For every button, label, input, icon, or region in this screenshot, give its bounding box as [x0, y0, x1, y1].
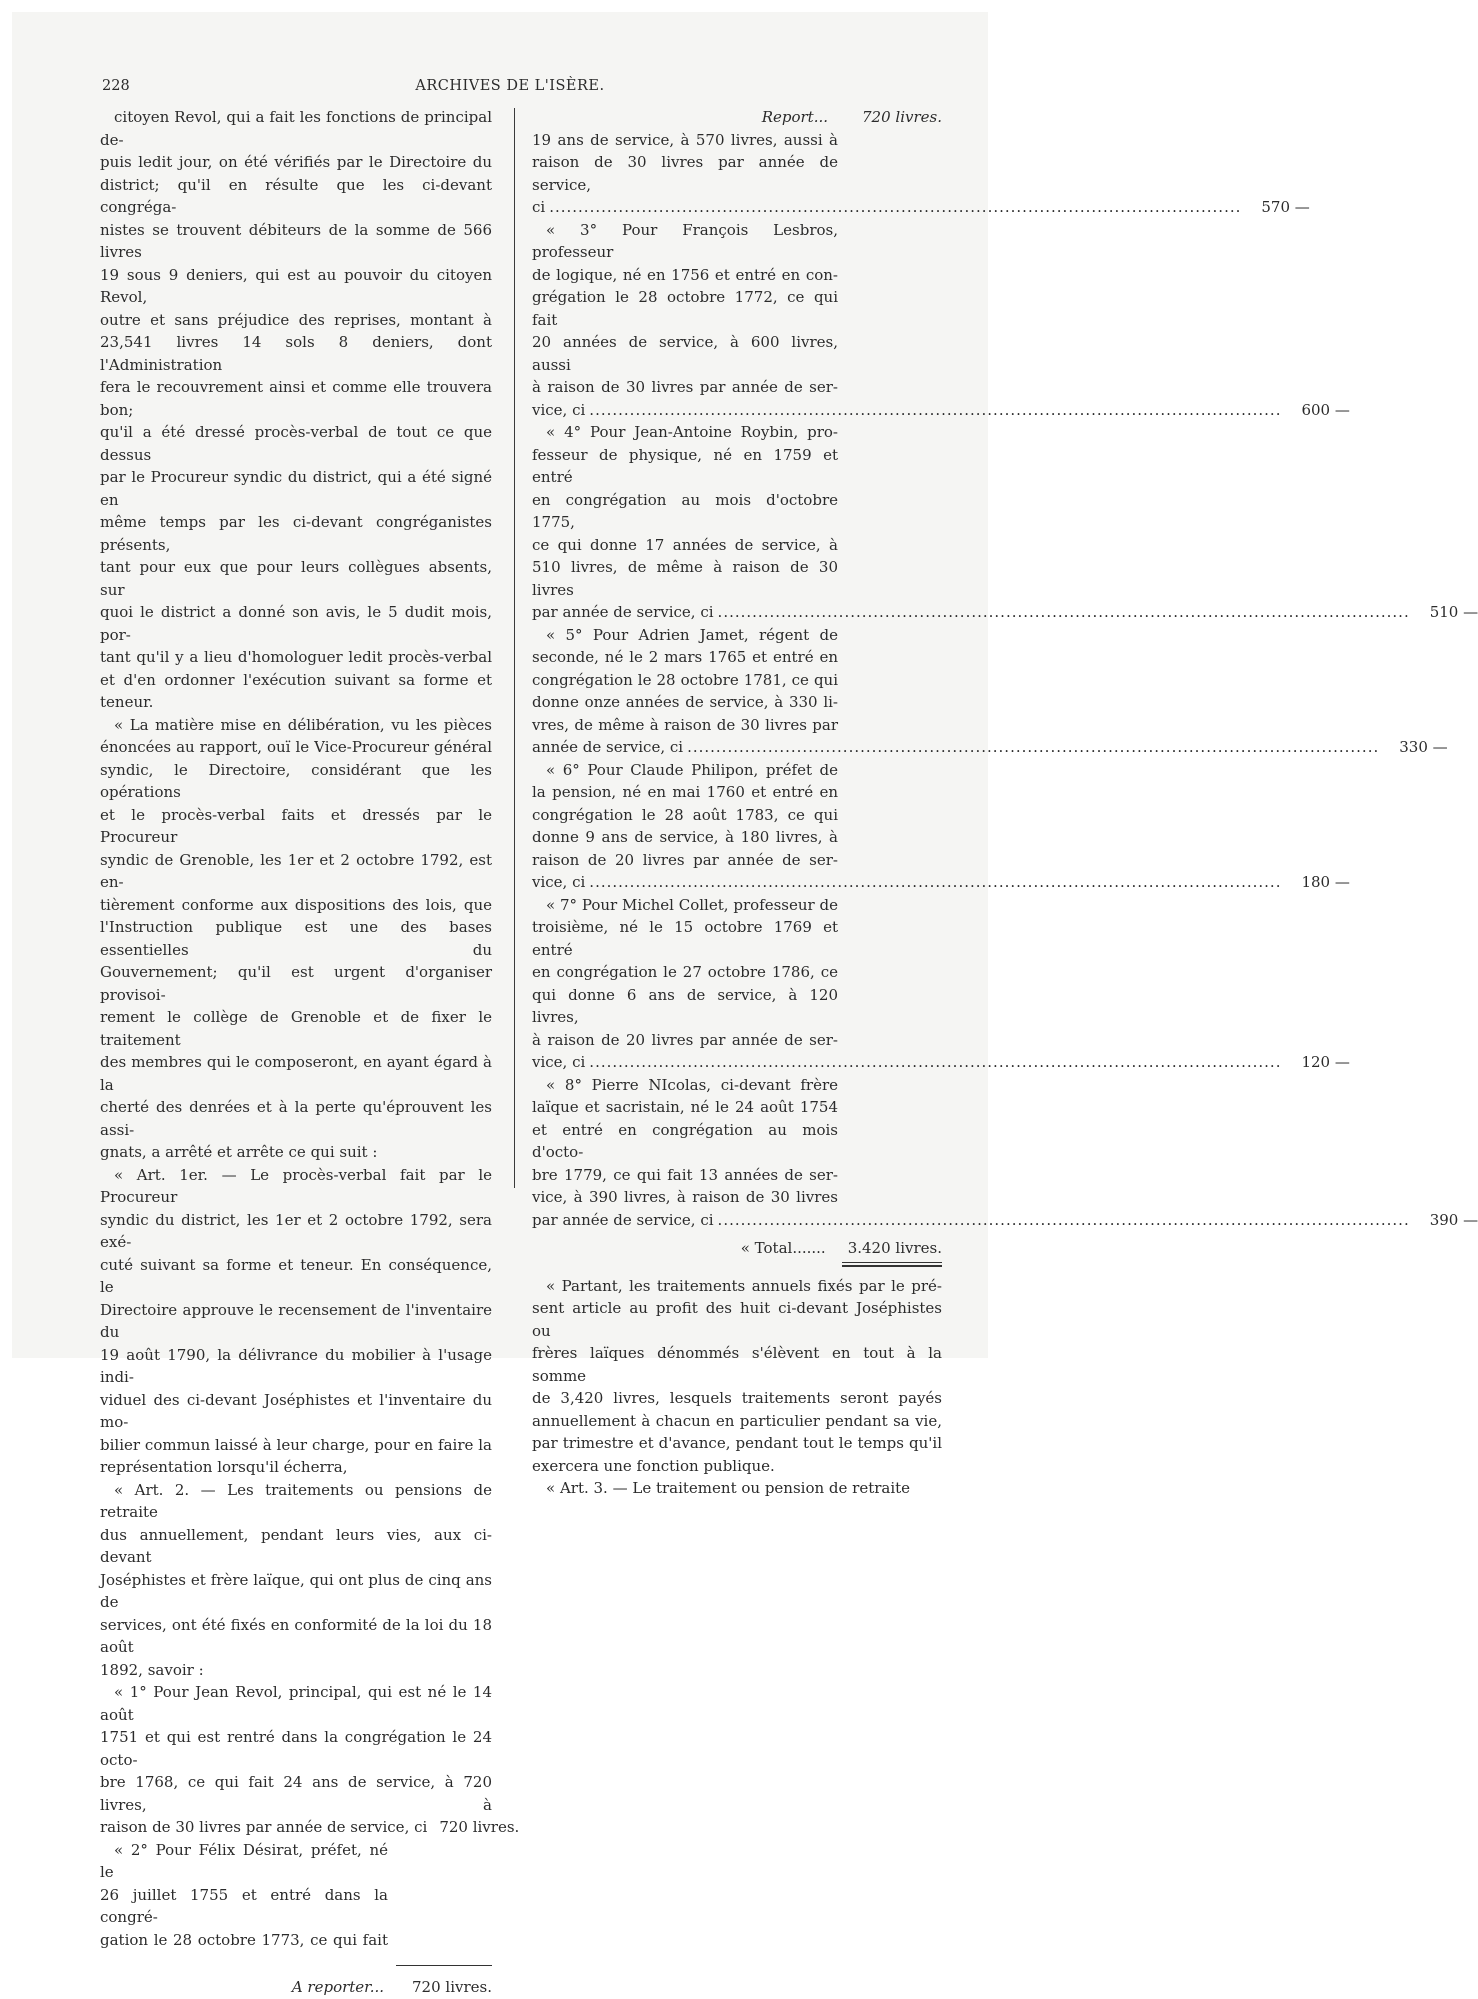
text-line: services, ont été fixés en conformité de la loi du 18 août	[100, 1615, 492, 1656]
amount: 720 livres.	[439, 1818, 520, 1836]
text-line: même temps par les ci-devant congréganistes présents,	[100, 513, 492, 554]
text-line: teneur.	[100, 693, 154, 711]
text-line: tant qu'il y a lieu d'homologuer ledit procès-verbal	[100, 648, 492, 666]
text-line: citoyen Revol, qui a fait les fonctions de principal de-	[100, 108, 492, 149]
text-line: 20 années de service, à 600 livres, aussi	[532, 333, 838, 374]
text-line: 23,541 livres 14 sols 8 deniers, dont l'Administration	[100, 333, 492, 374]
text-line: raison de 20 livres par année de ser-	[532, 850, 838, 869]
amount-line	[532, 736, 1448, 759]
text-line: et entré en congrégation au mois d'octo-	[532, 1120, 838, 1161]
carry-amount: 720 livres.	[412, 1978, 492, 1996]
text-line: district; qu'il en résulte que les ci-devant congréga-	[100, 175, 492, 216]
text-line: fera le recouvrement ainsi et comme elle trouvera bon;	[100, 378, 492, 419]
report-amount: 720 livres.	[862, 108, 942, 126]
text-line: « Art. 2. — Les traitements ou pensions de retraite	[100, 1480, 492, 1521]
text-line: fesseur de physique, né en 1759 et entré	[532, 445, 838, 486]
rule	[842, 1265, 942, 1267]
text-line: « 1° Pour Jean Revol, principal, qui est né le 14 août	[100, 1683, 492, 1724]
text-line: laïque et sacristain, né le 24 août 1754	[532, 1098, 838, 1116]
page	[12, 12, 1478, 1996]
amount: 510 —	[1429, 603, 1478, 621]
text-line: la pension, né en mai 1760 et entré en	[532, 783, 838, 801]
text-line: tant pour eux que pour leurs collègues absents, sur	[100, 558, 492, 599]
amount-line	[532, 871, 1350, 894]
pension-entry	[532, 421, 1478, 624]
text-line: donne onze années de service, à 330 li-	[532, 693, 838, 711]
text-line: par le Procureur syndic du district, qui a été signé en	[100, 468, 492, 509]
text-line: vice, à 390 livres, à raison de 30 livres	[532, 1188, 838, 1206]
text-line: en congrégation au mois d'octobre 1775,	[532, 490, 838, 531]
text-line: ce qui donne 17 années de service, à	[532, 535, 838, 554]
amount-line	[532, 196, 1310, 219]
text-line: congrégation le 28 août 1783, ce qui	[532, 805, 838, 824]
text-line: grégation le 28 octobre 1772, ce qui fait	[532, 288, 838, 329]
text-line: outre et sans préjudice des reprises, montant à	[100, 310, 492, 329]
text-line: quoi le district a donné son avis, le 5 dudit mois, por-	[100, 603, 492, 644]
dot-leader: ........................................................................................................................	[717, 1210, 1410, 1229]
text-line: à raison de 20 livres par année de ser-	[532, 1030, 838, 1049]
amount: 570 —	[1261, 198, 1310, 216]
amount: 600 —	[1301, 400, 1350, 419]
page-number: 228	[102, 78, 130, 94]
text-line: de logique, né en 1756 et entré en con-	[532, 265, 838, 284]
text-line: par trimestre et d'avance, pendant tout le temps qu'il	[532, 1434, 942, 1452]
text-line: gation le 28 octobre 1773, ce qui fait	[100, 1930, 388, 1949]
amount: 120 —	[1301, 1053, 1350, 1071]
text-line: « 4° Pour Jean-Antoine Roybin, pro-	[546, 423, 838, 441]
text-line: raison de 30 livres par année de service,	[532, 153, 838, 194]
left-column	[100, 106, 520, 1999]
pension-entry	[532, 219, 1350, 422]
text-line: 19 sous 9 deniers, qui est au pouvoir du citoyen Revol,	[100, 265, 492, 306]
text-line: représentation lorsqu'il écherra,	[100, 1458, 348, 1476]
text-line: l'Instruction publique est une des bases essentielles du	[100, 918, 492, 959]
text-line: frères laïques dénommés s'élèvent en tout à la somme	[532, 1344, 942, 1385]
text-line: donne 9 ans de service, à 180 livres, à	[532, 828, 838, 846]
right-column	[532, 106, 1478, 1500]
dot-leader: ........................................................................................................................	[687, 738, 1380, 756]
text-line: bre 1779, ce qui fait 13 années de ser-	[532, 1165, 838, 1184]
text-line: Joséphistes et frère laïque, qui ont plus de cinq ans de	[100, 1570, 492, 1611]
line-text: par année de service, ci	[532, 1210, 714, 1229]
text-line: « 2° Pour Félix Désirat, préfet, né le	[100, 1840, 388, 1881]
report-line	[532, 106, 942, 129]
line-text: année de service, ci	[532, 738, 684, 756]
text-line: congrégation le 28 octobre 1781, ce qui	[532, 670, 838, 689]
text-line: cuté suivant sa forme et teneur. En conséquence, le	[100, 1255, 492, 1296]
text-line: viduel des ci-devant Joséphistes et l'inventaire du mo-	[100, 1390, 492, 1431]
text-line: « La matière mise en délibération, vu les pièces	[114, 715, 492, 734]
text-line: qu'il a été dressé procès-verbal de tout ce que dessus	[100, 423, 492, 464]
line-text: par année de service, ci	[532, 603, 714, 621]
dot-leader: ........................................................................................................................	[717, 603, 1410, 621]
carry-forward-line	[100, 1976, 492, 1999]
line-text: vice, ci	[532, 1053, 586, 1071]
text-line: « 8° Pierre NIcolas, ci-devant frère	[546, 1075, 838, 1094]
dot-leader: ........................................................................................................................	[589, 1053, 1282, 1071]
double-rule	[842, 1262, 942, 1267]
total-label: « Total.......	[740, 1239, 826, 1257]
amount-line	[532, 1051, 1350, 1074]
amount: 390 —	[1429, 1210, 1478, 1229]
text-line: annuellement à chacun en particulier pendant sa vie,	[532, 1411, 942, 1430]
text-line: Gouvernement; qu'il est urgent d'organiser provisoi-	[100, 963, 492, 1004]
text-line: « 5° Pour Adrien Jamet, régent de	[546, 625, 838, 644]
text-line: 19 août 1790, la délivrance du mobilier à l'usage indi-	[100, 1345, 492, 1386]
text-line: et d'en ordonner l'exécution suivant sa forme et	[100, 670, 492, 689]
column-divider	[514, 108, 515, 1188]
text-line: syndic de Grenoble, les 1er et 2 octobre 1792, est en-	[100, 850, 492, 891]
pension-entry	[532, 624, 1448, 759]
text-line: vres, de même à raison de 30 livres par	[532, 715, 838, 734]
amount: 330 —	[1399, 738, 1448, 756]
text-line: 19 ans de service, à 570 livres, aussi à	[532, 130, 838, 149]
report-label: Report...	[761, 108, 829, 126]
text-line: « Partant, les traitements annuels fixés par le pré-	[546, 1276, 942, 1295]
text-line: nistes se trouvent débiteurs de la somme de 566 livres	[100, 220, 492, 261]
rule	[842, 1262, 942, 1264]
text-line: bre 1768, ce qui fait 24 ans de service, à 720 livres, à	[100, 1773, 492, 1814]
text-line: en congrégation le 27 octobre 1786, ce	[532, 963, 838, 981]
text-line: puis ledit jour, on été vérifiés par le Directoire du	[100, 153, 492, 171]
amount-line	[532, 1209, 1478, 1232]
text-line: Directoire approuve le recensement de l'inventaire du	[100, 1300, 492, 1341]
line-text: vice, ci	[532, 873, 586, 891]
page-header	[102, 78, 918, 100]
text-line: « 7° Pour Michel Collet, professeur de	[546, 895, 838, 914]
pension-entry	[532, 129, 1310, 219]
text-line: tièrement conforme aux dispositions des lois, que	[100, 895, 492, 914]
text-line: seconde, né le 2 mars 1765 et entré en	[532, 648, 838, 666]
text-line: « 3° Pour François Lesbros, professeur	[532, 220, 838, 261]
text-line: syndic du district, les 1er et 2 octobre 1792, sera exé-	[100, 1210, 492, 1251]
text-line: rement le collège de Grenoble et de fixer le traitement	[100, 1008, 492, 1049]
text-line: troisième, né le 15 octobre 1769 et entré	[532, 918, 838, 959]
amount-line	[100, 1816, 520, 1839]
text-line: dus annuellement, pendant leurs vies, aux ci-devant	[100, 1525, 492, 1566]
pension-entry	[532, 894, 1350, 1074]
text-line: bilier commun laissé à leur charge, pour en faire la	[100, 1435, 492, 1454]
amount: 180 —	[1301, 873, 1350, 891]
dot-leader: ........................................................................................................................	[549, 198, 1242, 216]
text-line: « Art. 1er. — Le procès-verbal fait par le Procureur	[100, 1165, 492, 1206]
amount-line	[532, 601, 1478, 624]
pension-entry	[532, 759, 1350, 894]
dot-leader: ........................................................................................................................	[589, 873, 1282, 891]
text-line: 1751 et qui est rentré dans la congrégation le 24 octo-	[100, 1728, 492, 1769]
scanned-page	[12, 12, 1478, 1996]
pension-entry	[532, 1074, 1478, 1232]
amount-line	[532, 399, 1350, 422]
text-line: « 6° Pour Claude Philipon, préfet de	[546, 760, 838, 779]
text-line: cherté des denrées et à la perte qu'éprouvent les assi-	[100, 1098, 492, 1139]
text-line: sent article au profit des huit ci-devant Joséphistes ou	[532, 1299, 942, 1340]
text-line: 510 livres, de même à raison de 30 livres	[532, 558, 838, 599]
carry-label: A reporter...	[291, 1978, 385, 1996]
text-line: 1892, savoir :	[100, 1660, 204, 1679]
line-text: vice, ci	[532, 400, 586, 419]
text-line: exercera une fonction publique.	[532, 1456, 775, 1475]
text-line: syndic, le Directoire, considérant que les opérations	[100, 760, 492, 801]
text-line: des membres qui le composeront, en ayant égard à la	[100, 1053, 492, 1094]
text-line: 26 juillet 1755 et entré dans la congré-	[100, 1885, 388, 1926]
running-title: ARCHIVES DE L'ISÈRE.	[415, 78, 605, 94]
text-line: énoncées au rapport, ouï le Vice-Procureur général	[100, 738, 492, 756]
text-line: « Art. 3. — Le traitement ou pension de retraite	[546, 1479, 911, 1497]
text-line: à raison de 30 livres par année de ser-	[532, 378, 838, 396]
text-line: de 3,420 livres, lesquels traitements seront payés	[532, 1389, 942, 1407]
rule	[396, 1965, 492, 1966]
total-line	[532, 1237, 942, 1260]
text-line: et le procès-verbal faits et dressés par le Procureur	[100, 805, 492, 846]
line-text: raison de 30 livres par année de service, ci	[100, 1818, 428, 1836]
dot-leader: ........................................................................................................................	[589, 400, 1282, 419]
total-amount: 3.420 livres.	[847, 1239, 942, 1257]
text-line: qui donne 6 ans de service, à 120 livres,	[532, 985, 838, 1026]
line-text: ci	[532, 198, 546, 216]
text-line: gnats, a arrêté et arrête ce qui suit :	[100, 1143, 378, 1161]
